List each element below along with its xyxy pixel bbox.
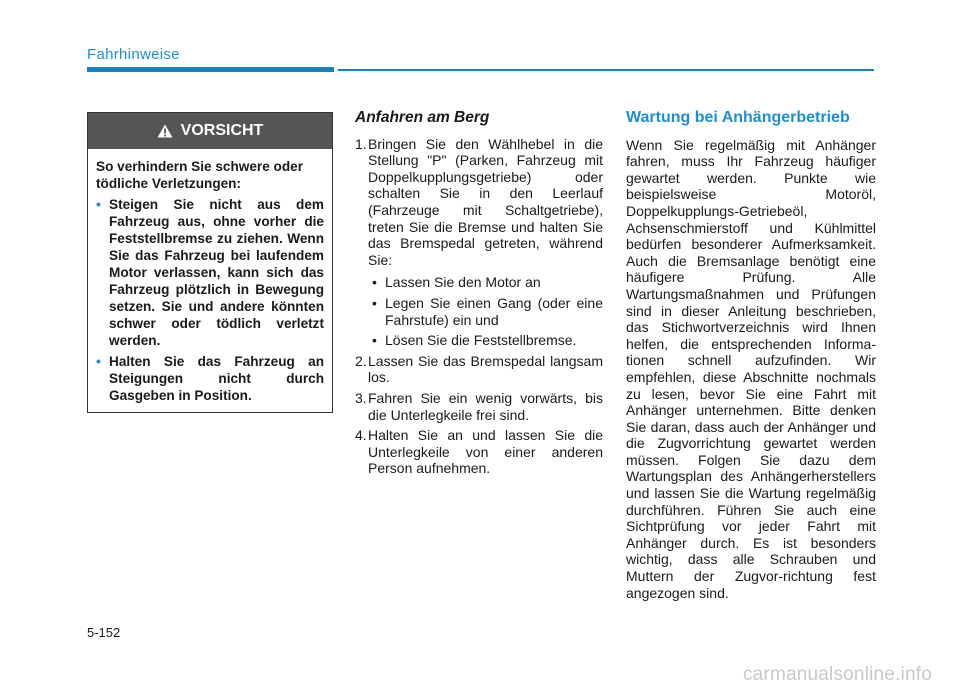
step-number: 2. <box>355 352 367 369</box>
bullet-icon: • <box>372 294 377 311</box>
step-number: 1. <box>355 135 367 152</box>
caution-header <box>88 113 332 149</box>
uphill-steps <box>355 136 603 477</box>
trailer-maintenance-section <box>626 110 876 601</box>
step-item <box>355 390 603 423</box>
section-title: Fahrhinweise <box>87 46 180 63</box>
bullet-item: • Lösen Sie die Feststellbremse. <box>372 332 577 349</box>
caution-body <box>88 149 332 404</box>
maintenance-heading: Wartung bei Anhängerbetrieb <box>626 109 850 126</box>
step-text: Halten Sie an und lassen Sie die Unterlegkeile von einer anderen Person aufnehmen. <box>368 427 603 477</box>
step-number: 3. <box>355 389 367 406</box>
step-bullets <box>368 274 603 348</box>
caution-box <box>87 112 333 413</box>
page-number: 5-152 <box>87 625 121 640</box>
uphill-heading: Anfahren am Berg <box>355 109 490 126</box>
warning-triangle-icon <box>157 124 173 138</box>
bullet-icon: • <box>96 353 101 369</box>
step-item <box>355 353 603 386</box>
bullet-item: • Legen Sie einen Gang (oder eine Fahrstufe) ein und <box>372 294 603 328</box>
uphill-start-section <box>355 110 603 481</box>
maintenance-text: Wenn Sie regelmäßig mit Anhänger fahren, muss Ihr Fahrzeug häufiger gewartet werden. Punkte wie beispielsweise Motoröl, Doppelkupplungs-Getriebeöl, Achsenschmierstoff und Kühlmittel bedürfen besonderer Aufmerksamkeit. Auch die Bremsanlage benötigt eine häufigere Prüfung. Alle Wartungsmaßnahmen und Prüfungen sind in dieser Anleitung beschrieben, das Stichwortverzeichnis wird Ihnen helfen, die entsprechenden Informa-tionen schnell aufzufinden. Wir empfehlen, diese Abschnitte nochmals zu lesen, bevor Sie eine Fahrt mit Anhänger unternehmen. Bitte denken Sie daran, dass auch der Anhänger und die Zugvorrichtung gewartet werden müssen. Folgen Sie dazu dem Wartungsplan des Anhängerherstellers und lassen Sie die Wartung regelmäßig durchführen. Führen Sie auch eine Sichtprüfung vor jeder Fahrt mit Anhänger durch. Es ist besonders wichtig, dass alle Schrauben und Muttern der Zugvor-richtung fest angezogen sind. <box>626 136 876 601</box>
step-text: Lassen Sie das Bremspedal langsam los. <box>368 352 603 386</box>
header-rule-thick <box>87 67 334 72</box>
step-text: Bringen Sie den Wählhebel in die Stellung "P" (Parken, Fahrzeug mit Doppelkupplungsgetriebe) oder schalten Sie in den Leerlauf (Fahrzeuge mit Schaltgetriebe), treten Sie die Bremse und halten Sie das Bremspedal getreten, während Sie: <box>368 135 603 268</box>
bullet-item: • Lassen Sie den Motor an <box>372 274 541 291</box>
caution-list <box>96 196 324 404</box>
step-number: 4. <box>355 427 367 444</box>
step-item <box>355 427 603 477</box>
bullet-icon: • <box>372 274 377 291</box>
caution-item: • Halten Sie das Fahrzeug an Steigungen nicht durch Gasgeben in Position. <box>96 353 324 403</box>
step-text: Fahren Sie ein wenig vorwärts, bis die Unterlegkeile frei sind. <box>368 389 603 423</box>
caution-item: • Steigen Sie nicht aus dem Fahrzeug aus, ohne vorher die Feststellbremse zu ziehen. Wenn Sie das Fahrzeug bei laufendem Motor verlassen, kann sich das Fahrzeug plötzlich in Bewegung setzen. Sie und andere könnten schwer oder tödlich verletzt werden. <box>96 196 324 348</box>
header-rule-thin <box>338 69 874 71</box>
bullet-icon: • <box>96 196 101 212</box>
watermark: carmanualsonline.info <box>742 664 932 685</box>
caution-title: VORSICHT <box>180 122 264 139</box>
caution-intro: So verhindern Sie schwere oder tödliche Verletzungen: <box>96 159 303 191</box>
step-item <box>355 136 603 349</box>
bullet-icon: • <box>372 332 377 349</box>
